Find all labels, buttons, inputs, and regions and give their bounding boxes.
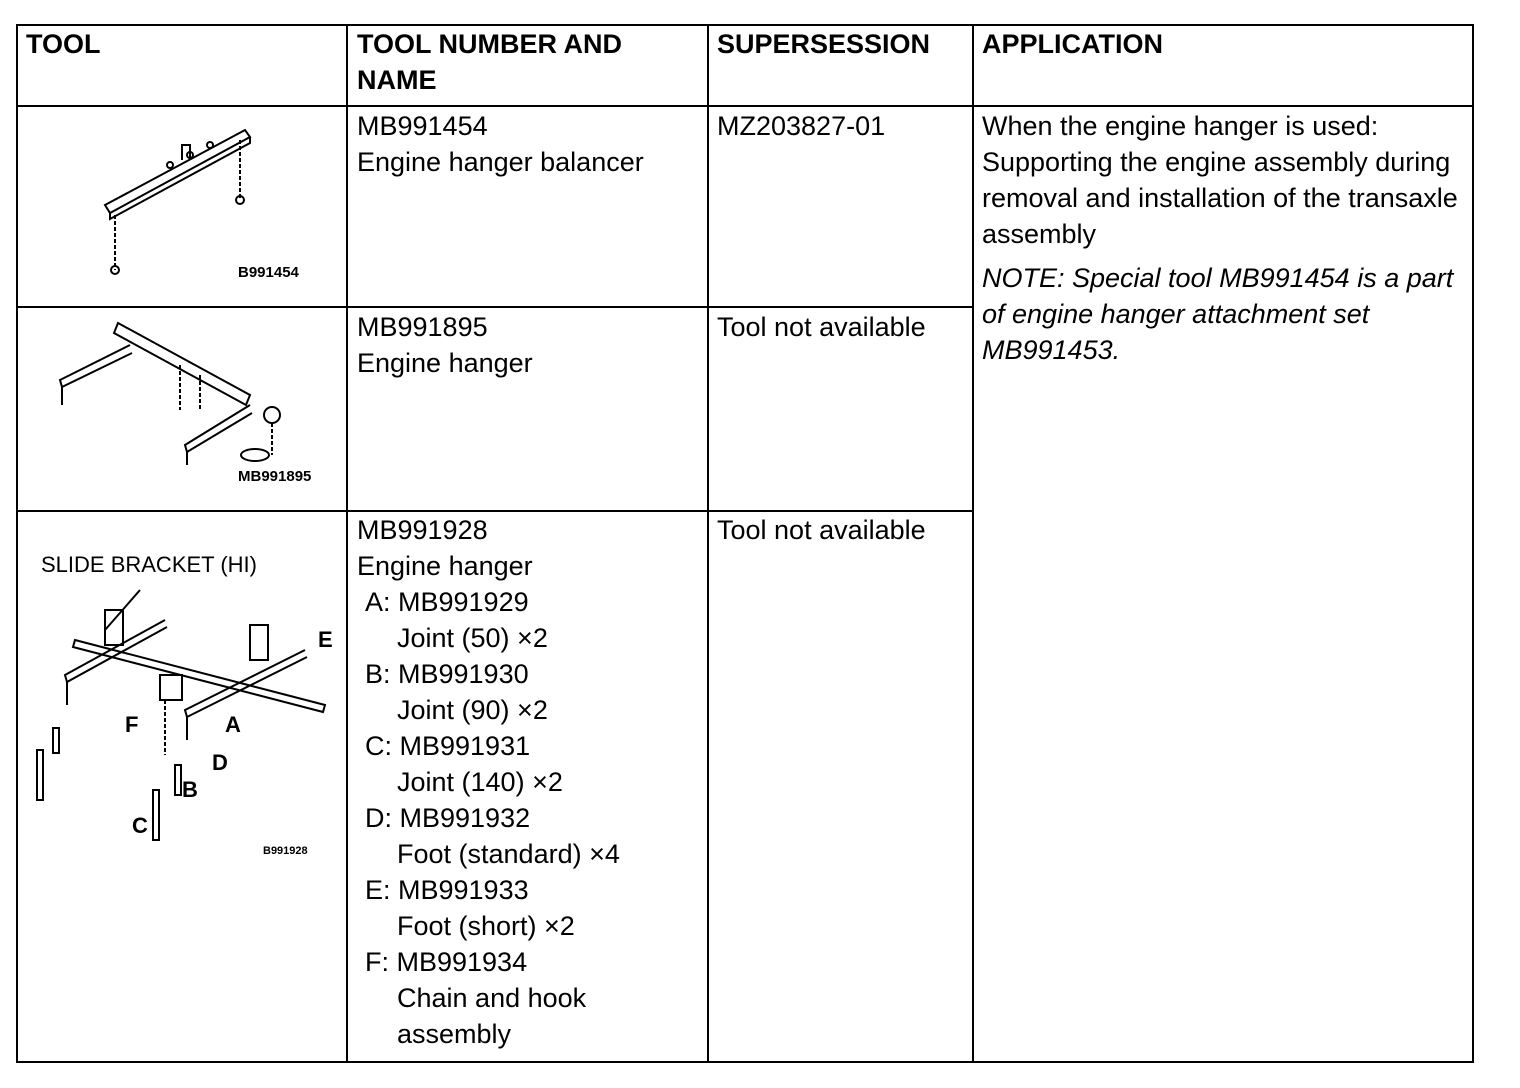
supersession-value: Tool not available [717,515,926,545]
table-border [16,1061,1474,1063]
engine-hanger-kit-illustration [25,580,345,850]
tool-number: MB991928 [357,515,488,545]
part-code: C: MB991931 [365,731,531,761]
header-tool-number-name: TOOL NUMBER AND NAME [357,29,623,95]
table-border [16,105,1474,107]
callout-letter-a: A [225,712,241,737]
column-divider [707,24,709,1063]
part-code: E: MB991933 [365,875,529,905]
tool-image-label: MB991895 [238,468,312,485]
header-supersession: SUPERSESSION [717,29,931,59]
header-application: APPLICATION [982,29,1163,59]
callout-letter-b: B [182,777,198,802]
tool-number: MB991895 [357,312,488,342]
column-divider [346,24,348,1063]
part-code: D: MB991932 [365,803,531,833]
application-text: When the engine hanger is used: Supporting the engine assembly during removal and installation of the transaxle assembly [982,111,1458,249]
callout-letter-f: F [125,712,139,737]
engine-hanger-balancer-illustration [100,115,270,280]
supersession-value: Tool not available [717,312,926,342]
part-description: Foot (standard) ×4 [397,839,620,869]
tool-number-name-cell [357,512,697,1052]
part-description: Foot (short) ×2 [397,911,575,941]
engine-hanger-illustration [50,315,290,475]
slide-bracket-caption: SLIDE BRACKET (HI) [41,552,257,577]
tool-number: MB991454 [357,111,488,141]
part-description: Chain and hook assembly [397,983,587,1049]
part-description: Joint (140) ×2 [397,767,563,797]
part-code: B: MB991930 [365,659,529,689]
tool-image-label: B991454 [238,264,299,281]
part-description: Joint (50) ×2 [397,623,548,653]
tool-image-label: B991928 [263,845,308,857]
callout-letter-c: C [132,813,148,838]
table-border [16,24,18,1063]
tool-name: Engine hanger balancer [357,147,644,177]
column-divider [972,24,974,1063]
application-cell [982,108,1464,368]
part-description: Joint (90) ×2 [397,695,548,725]
row-divider [16,306,974,308]
tool-name: Engine hanger [357,348,533,378]
part-code: A: MB991929 [365,587,529,617]
part-code: F: MB991934 [365,947,528,977]
supersession-value: MZ203827-01 [717,111,886,141]
header-tool: TOOL [26,29,101,59]
callout-letter-e: E [318,627,333,652]
application-note: NOTE: Special tool MB991454 is a part of engine hanger attachment set MB991453. [982,263,1454,365]
tool-name: Engine hanger [357,551,533,581]
table-border [1472,24,1474,1063]
callout-letter-d: D [212,750,228,775]
